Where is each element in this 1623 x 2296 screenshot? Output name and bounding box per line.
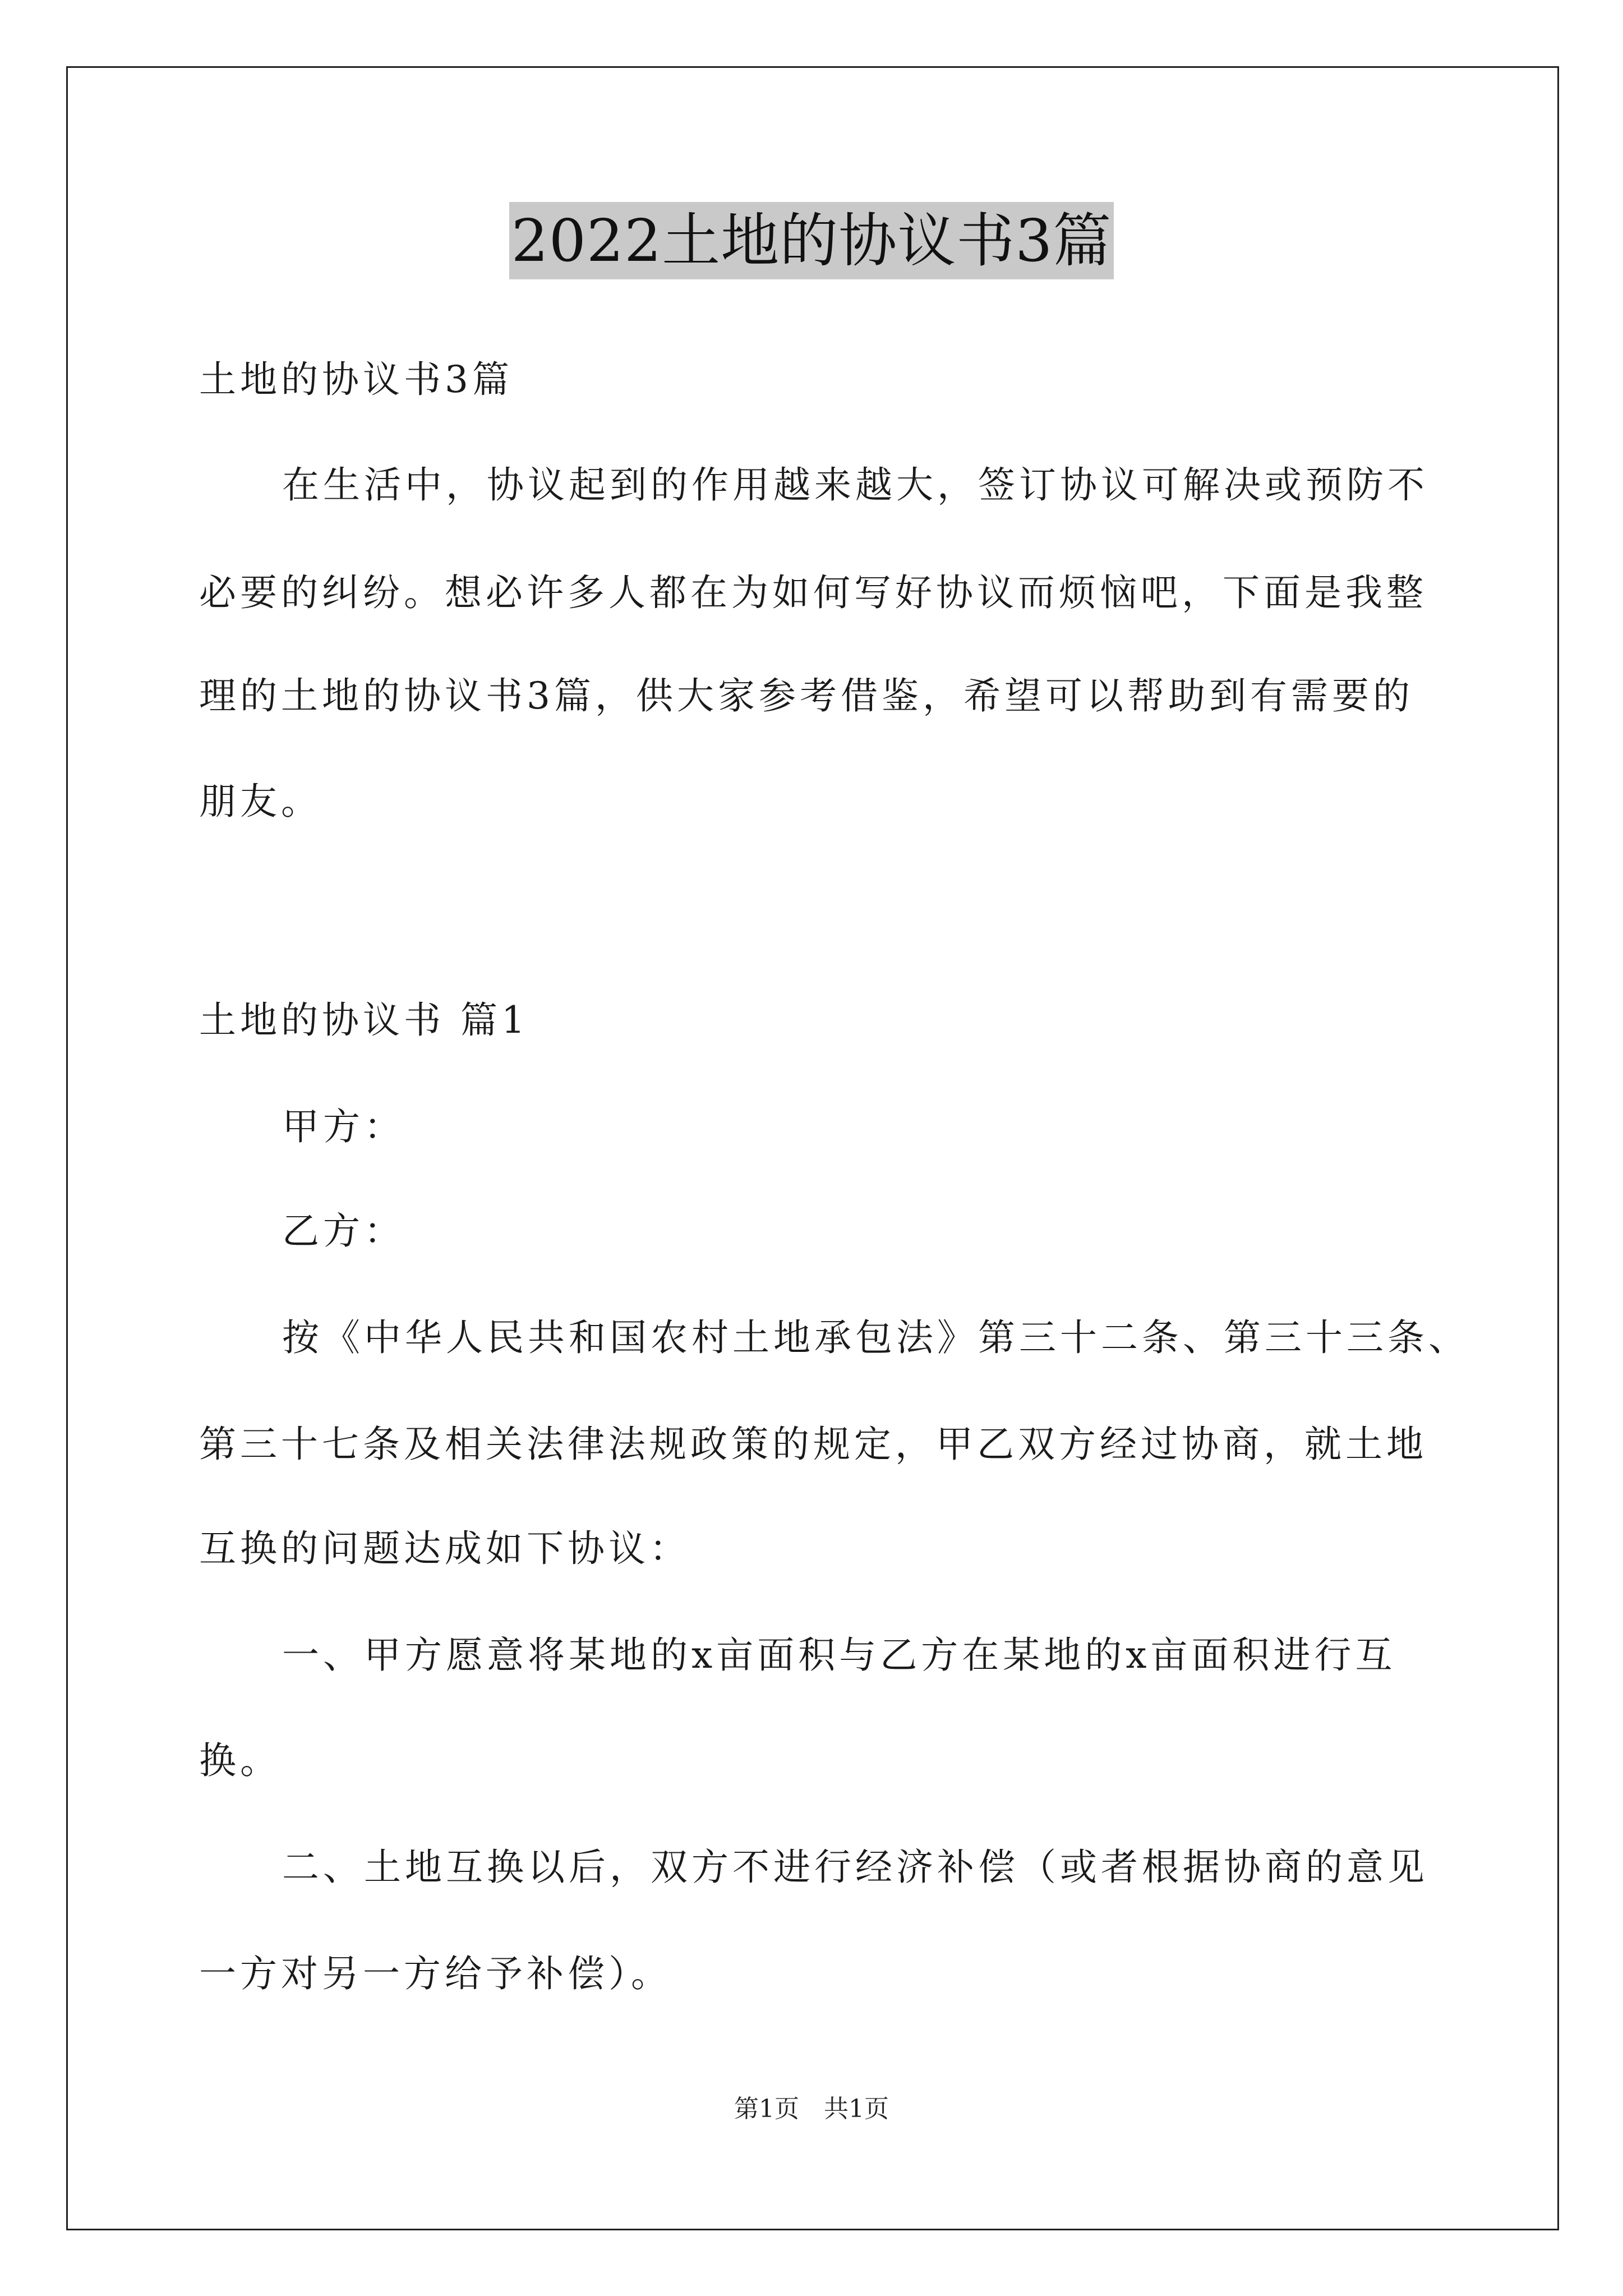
clause-1-line-1: 一、甲方愿意将某地的x亩面积与乙方在某地的x亩面积进行互 [282, 1634, 1396, 1677]
clause-2-line-1: 二、土地互换以后，双方不进行经济补偿（或者根据协商的意见 [282, 1846, 1428, 1889]
document-subtitle: 土地的协议书3篇 [199, 358, 513, 401]
page-footer: 第1页 共1页 [734, 2095, 889, 2123]
party-b-label: 乙方： [282, 1209, 405, 1253]
intro-line-3: 理的土地的协议书3篇，供大家参考借鉴，希望可以帮助到有需要的 [199, 674, 1414, 717]
clause-2-line-2: 一方对另一方给予补偿）。 [199, 1952, 672, 1995]
clause-intro-line-2: 第三十七条及相关法律法规政策的规定，甲乙双方经过协商，就土地 [199, 1423, 1427, 1466]
title-container [0, 202, 1623, 279]
intro-line-4: 朋友。 [199, 780, 322, 823]
intro-line-2: 必要的纠纷。想必许多人都在为如何写好协议而烦恼吧，下面是我整 [199, 571, 1427, 614]
document-title: 2022土地的协议书3篇 [509, 202, 1114, 279]
clause-1-line-2: 换。 [199, 1739, 281, 1782]
section-heading: 土地的协议书 篇1 [199, 999, 529, 1042]
clause-intro-line-1: 按《中华人民共和国农村土地承包法》第三十二条、第三十三条、 [282, 1316, 1469, 1359]
party-a-label: 甲方： [282, 1105, 405, 1148]
intro-line-1: 在生活中，协议起到的作用越来越大，签订协议可解决或预防不 [282, 463, 1428, 507]
clause-intro-line-3: 互换的问题达成如下协议： [199, 1527, 690, 1570]
